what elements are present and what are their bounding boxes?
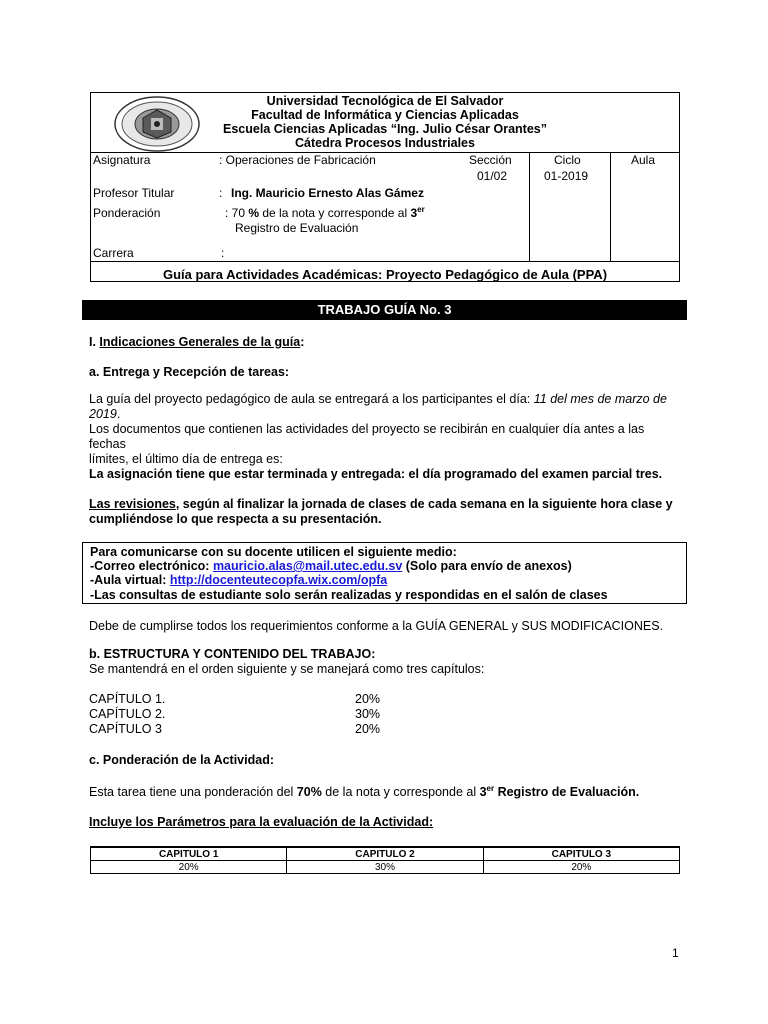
- contact-email-line: -Correo electrónico: mauricio.alas@mail.utec.edu.sv (Solo para envío de anexos): [90, 559, 572, 573]
- requirements-text: Debe de cumplirse todos los requerimientos conforme a la GUÍA GENERAL y SUS MODIFICACIONES.: [89, 619, 664, 633]
- deadline-statement: La asignación tiene que estar terminada y entregada: el día programado del examen parcial tres.: [89, 467, 663, 481]
- profesor-label: Profesor Titular: [93, 186, 175, 200]
- email-link[interactable]: mauricio.alas@mail.utec.edu.sv: [212, 559, 403, 573]
- guide-title: Guía para Actividades Académicas: Proyecto Pedagógico de Aula (PPA): [162, 267, 608, 282]
- university-name: Universidad Tecnológica de El Salvador: [266, 94, 504, 108]
- asignatura-label: Asignatura: [93, 153, 151, 167]
- contact-intro: Para comunicarse con su docente utilicen el siguiente medio:: [90, 545, 457, 559]
- header-box: [90, 92, 680, 282]
- ponderacion-line2: Registro de Evaluación: [235, 221, 359, 235]
- trabajo-guia-banner: TRABAJO GUÍA No. 3: [82, 300, 687, 320]
- carrera-value: :: [221, 246, 225, 260]
- asignatura-value: : Operaciones de Fabricación: [219, 153, 376, 167]
- section-b-heading: b. ESTRUCTURA Y CONTENIDO DEL TRABAJO:: [89, 647, 376, 661]
- carrera-label: Carrera: [93, 246, 134, 260]
- divider: [610, 152, 611, 261]
- page-number: 1: [672, 946, 679, 960]
- list-item: CAPÍTULO 1. 20%: [89, 692, 381, 706]
- table-cell: 30%: [287, 861, 483, 874]
- delivery-paragraph: La guía del proyecto pedagógico de aula se entregará a los participantes el día: 11 del mes de marzo de 2019. Los documentos que contienen las actividades del proyecto se recibirán en cualquier día antes a las fechas límites, el último día de entrega es:: [89, 392, 667, 466]
- section-c-heading: c. Ponderación de la Actividad:: [89, 753, 274, 767]
- divider: [529, 152, 530, 261]
- list-item: CAPÍTULO 2. 30%: [89, 707, 381, 721]
- table-cell: 20%: [91, 861, 287, 874]
- table-header: CAPITULO 2: [287, 847, 483, 861]
- chair-name: Cátedra Procesos Industriales: [295, 136, 475, 150]
- params-heading: Incluye los Parámetros para la evaluación de la Actividad:: [89, 815, 434, 829]
- section-b-intro: Se mantendrá en el orden siguiente y se manejará como tres capítulos:: [89, 662, 485, 676]
- seccion-label: Sección: [469, 153, 512, 167]
- profesor-value: Ing. Mauricio Ernesto Alas Gámez: [231, 186, 424, 200]
- ciclo-value: 01-2019: [544, 169, 589, 183]
- section-i-heading: I. Indicaciones Generales de la guía:: [89, 335, 305, 349]
- table-cell: 20%: [483, 861, 679, 874]
- table-header-row: [91, 847, 680, 861]
- divider: [91, 152, 679, 153]
- seccion-value: 01/02: [477, 169, 508, 183]
- table-header: CAPITULO 1: [91, 847, 287, 861]
- school-name: Escuela Ciencias Aplicadas “Ing. Julio César Orantes”: [223, 122, 547, 136]
- divider: [91, 261, 679, 262]
- profesor-colon: :: [219, 186, 223, 200]
- contact-virtual-line: -Aula virtual: http://docenteutecopfa.wix.com/opfa: [90, 573, 388, 587]
- ciclo-label: Ciclo: [554, 153, 581, 167]
- contact-consult-line: -Las consultas de estudiante solo serán realizadas y respondidas en el salón de clases: [90, 588, 608, 602]
- aula-label: Aula: [631, 153, 656, 167]
- faculty-name: Facultad de Informática y Ciencias Aplicadas: [251, 108, 519, 122]
- ponderacion-value: : 70 % de la nota y corresponde al 3er: [225, 205, 425, 220]
- section-a-heading: a. Entrega y Recepción de tareas:: [89, 365, 290, 379]
- table-row: [91, 861, 680, 874]
- revisions-statement: Las revisiones, según al finalizar la jornada de clases de cada semana en la siguiente hora clase y cumpliéndose lo que respecta a su presentación.: [89, 497, 673, 526]
- section-c-text: Esta tarea tiene una ponderación del 70% de la nota y corresponde al 3er Registro de Evaluación.: [89, 783, 640, 799]
- aula-virtual-link[interactable]: http://docenteutecopfa.wix.com/opfa: [169, 573, 388, 587]
- contact-box: [82, 542, 687, 604]
- header-titles: [91, 93, 679, 150]
- list-item: CAPÍTULO 3 20%: [89, 722, 381, 736]
- ponderacion-label: Ponderación: [93, 206, 161, 220]
- chapter-list: [89, 692, 684, 737]
- params-table: [90, 846, 680, 874]
- table-header: CAPITULO 3: [483, 847, 679, 861]
